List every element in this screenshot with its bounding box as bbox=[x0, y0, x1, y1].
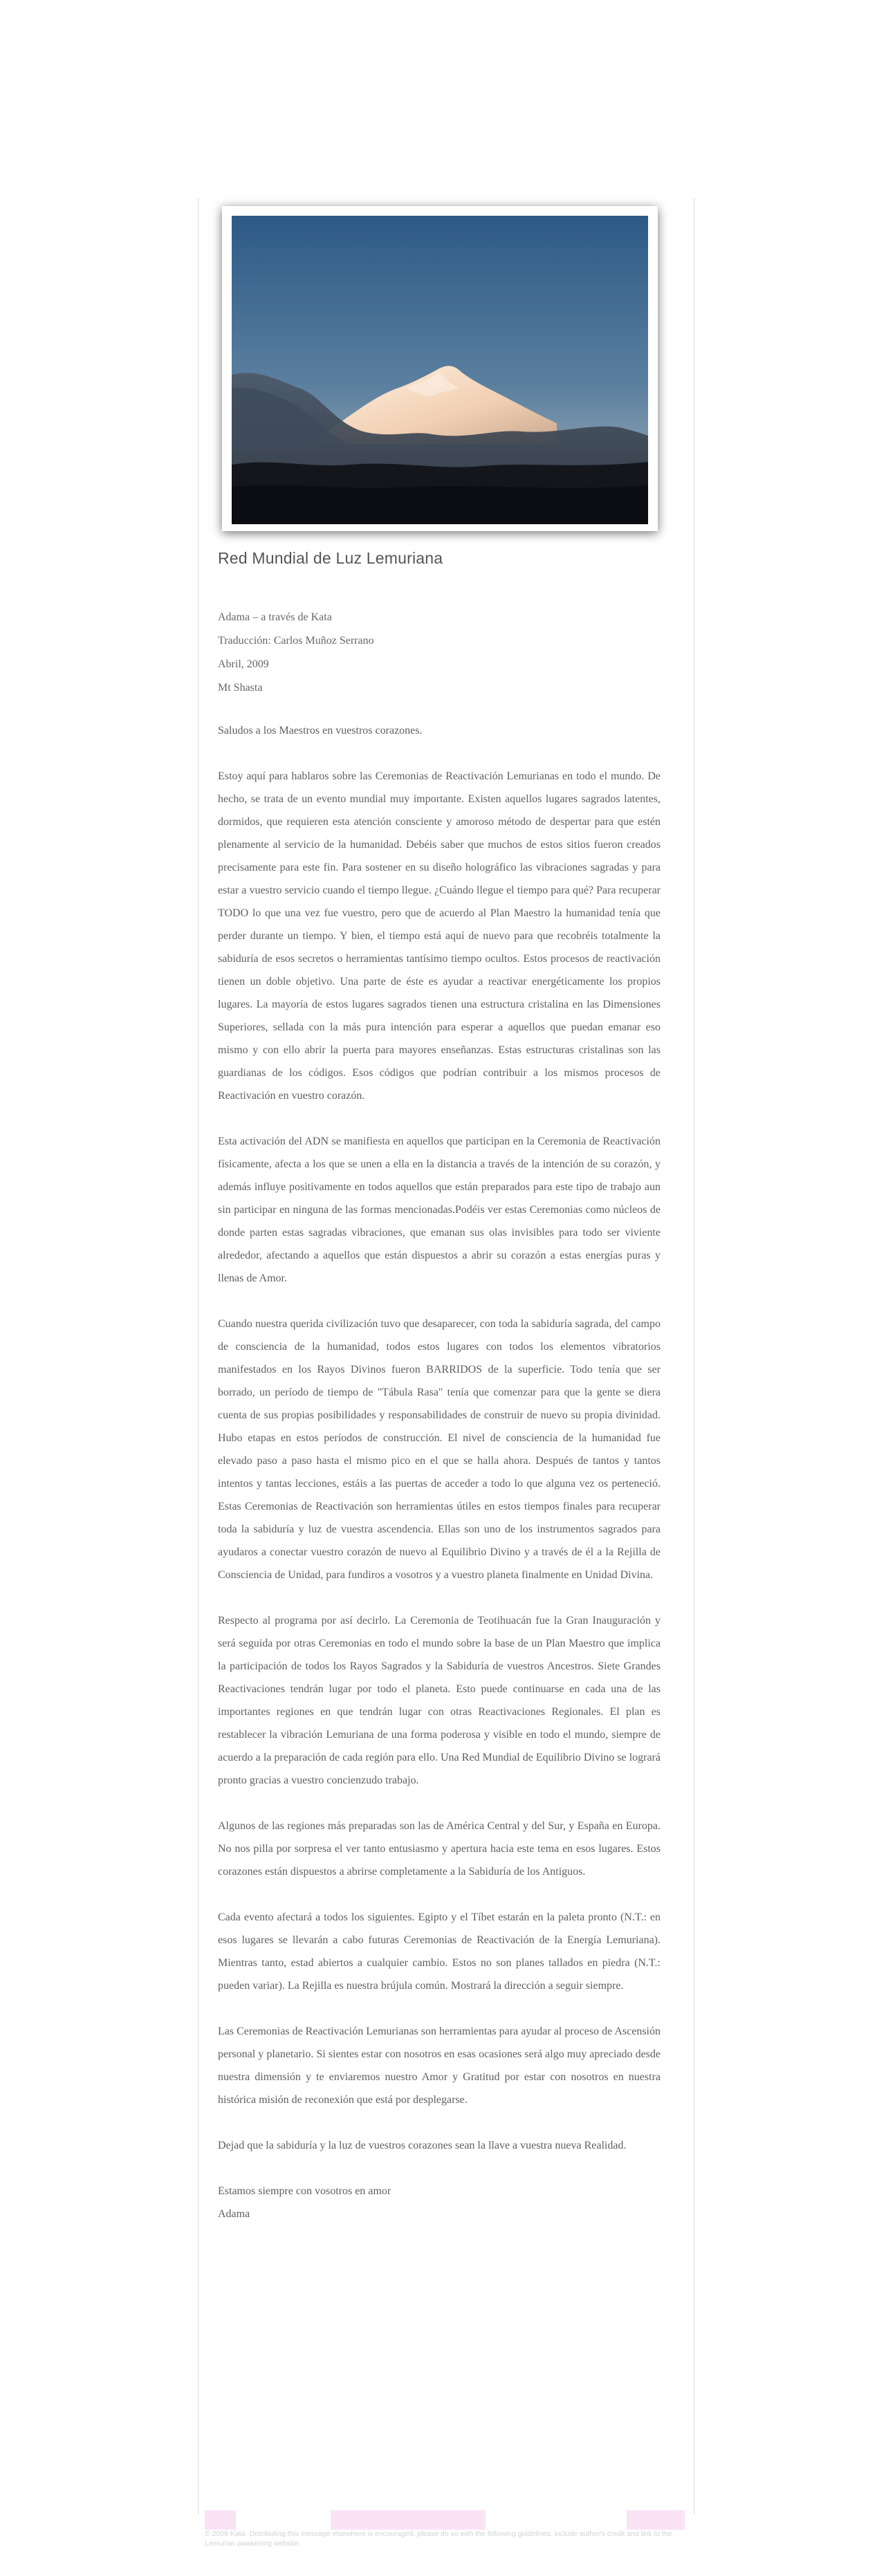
paragraph-wisdom: Dejad que la sabiduría y la luz de vuestros corazones sean la llave a vuestra nueva Realidad. bbox=[218, 2140, 627, 2151]
mountain-photo-frame bbox=[222, 206, 658, 531]
closing-signature: Adama bbox=[218, 2208, 250, 2220]
meta-date: Abril, 2009 bbox=[218, 658, 269, 670]
footer-block bbox=[627, 2510, 685, 2530]
meta-author: Adama – a través de Kata bbox=[218, 611, 332, 623]
paragraph-regions: Algunos de las regiones más preparadas son las de América Central y del Sur, y España en Europa. No nos pilla por sorpresa el ver tanto entusiasmo y apertura hacia este tema en esos lugares. Estos corazones están dispuestos a abrirse completamente a la Sabiduría de los Antiguos. bbox=[218, 1820, 661, 1878]
paragraph-civilization: Cuando nuestra querida civilización tuvo que desaparecer, con toda la sabiduría sagrada, del campo de consciencia de la humanidad, todos estos lugares con todos los elementos vibratorios manifestados en los Rayos Divinos fueron BARRIDOS de la superficie. Todo tenía que ser borrado, un período de tiempo de "Tábula Rasa" tenía que comenzar para que la gente se diera cuenta de sus propias posibilidades y responsabilidades de construir de nuevo su propia divinidad. Hubo etapas en estos períodos de construcción. El nivel de consciencia de la humanidad fue elevado paso a paso hasta el mismo pico en el que se halla ahora. Después de tantos y tantos intentos y tantas lecciones, estáis a las puertas de acceder a todo lo que alguna vez os perteneció. Estas Ceremonias de Reactivación son herramientas útiles en estos tiempos finales para recuperar toda la sabiduría y luz de vuestra ascendencia. Ellas son uno de los instrumentos sagrados para ayudaros a conectar vuestro corazón de nuevo al Equilibrio Divino y a través de él a la Rejilla de Consciencia de Unidad, para fundiros a vosotros y a vuestro planeta finalmente en Unidad Divina. bbox=[218, 1318, 661, 1581]
article-content bbox=[218, 549, 661, 2225]
meta-translator: Traducción: Carlos Muñoz Serrano bbox=[218, 635, 374, 647]
paragraph-dna-activation: Esta activación del ADN se manifiesta en aquellos que participan en la Ceremonia de Reactivación físicamente, afecta a los que se unen a ella en la distancia a través de la intención de su corazón, y además influye positivamente en todos aquellos que están preparados para este tipo de trabajo aun sin participar en ninguna de las formas mencionadas.Podéis ver estas Ceremonias como núcleos de donde parten estas sagradas vibraciones, que emanan sus olas invisibles para todo ser viviente alrededor, afectando a aquellos que están dispuestos a abrir su corazón a estas energías puras y llenas de Amor. bbox=[218, 1136, 661, 1284]
article-title: Red Mundial de Luz Lemuriana bbox=[218, 549, 443, 567]
paragraph-ceremonies: Estoy aquí para hablaros sobre las Ceremonias de Reactivación Lemurianas en todo el mundo. De hecho, se trata de un evento mundial muy importante. Existen aquellos lugares sagrados latentes, dormidos, que requieren esta atención consciente y amoroso método de despertar para que estén plenamente al servicio de la humanidad. Debéis saber que muchos de estos sitios fueron creados precisamente para este fin. Para sostener en su diseño holográfico las vibraciones sagradas y para estar a vuestro servicio cuando el tiempo llegue. ¿Cuándo llegue el tiempo para qué? Para recuperar TODO lo que una vez fue vuestro, pero que de acuerdo al Plan Maestro la humanidad tenía que perder durante un tiempo. Y bien, el tiempo está aquí de nuevo para que recobréis totalmente la sabiduría de esos secretos o herramientas tantísimo tiempo ocultos. Estos procesos de reactivación tienen un doble objetivo. Una parte de éste es ayudar a reactivar energéticamente los propios lugares. La mayoría de estos lugares sagrados tienen una estructura cristalina en las Dimensiones Superiores, sellada con la más pura intención para esperar a aquellos que puedan emanar eso mismo y con ello abrir la puerta para mayores enseñanzas. Estas estructuras cristalinas son las guardianas de los códigos. Esos códigos que podrían contribuir a los mismos procesos de Reactivación en vuestro corazón. bbox=[218, 770, 661, 1102]
article-column bbox=[198, 198, 694, 2514]
closing-line: Estamos siempre con vosotros en amor bbox=[218, 2185, 391, 2197]
footer-note: © 2009 Kata. Distributing this message elsewhere is encouraged, please do so with the following guidelines: include author's credit and link to the Lemurian awakening website. bbox=[205, 2530, 672, 2548]
paragraph-events: Cada evento afectará a todos los siguientes. Egipto y el Tíbet estarán en la paleta pronto (N.T.: en esos lugares se llevarán a cabo futuras Ceremonias de Reactivación de la Energía Lemuriana). Mientras tanto, estad abiertos a cualquier cambio. Estos no son planes tallados en piedra (N.T.: pueden variar). La Rejilla es nuestra brújula común. Mostrará la dirección a seguir siempre. bbox=[218, 1911, 661, 1992]
footer-bar bbox=[205, 2510, 685, 2530]
article-meta bbox=[218, 606, 661, 700]
mountain-photo bbox=[232, 216, 648, 524]
footer-block bbox=[331, 2510, 486, 2530]
paragraph-greeting: Saludos a los Maestros en vuestros corazones. bbox=[218, 725, 423, 736]
paragraph-program: Respecto al programa por así decirlo. La Ceremonia de Teotihuacán fue la Gran Inauguración y será seguida por otras Ceremonias en todo el mundo sobre la base de un Plan Maestro que implica la participación de todos los Rayos Sagrados y la Sabiduría de vuestros Ancestros. Siete Grandes Reactivaciones tendrán lugar por todo el planeta. Esto puede continuarse en cada una de las importantes regiones en que tendrán lugar con otras Reactivaciones Regionales. El plan es restablecer la vibración Lemuriana de una forma poderosa y visible en todo el mundo, siempre de acuerdo a la preparación de cada región para ello. Una Red Mundial de Equilibrio Divino se logrará pronto gracias a vuestro concienzudo trabajo. bbox=[218, 1615, 661, 1786]
paragraph-ascension: Las Ceremonias de Reactivación Lemurianas son herramientas para ayudar al proceso de Ascensión personal y planetario. Si sientes estar con nosotros en esas ocasiones será algo muy apreciado desde nuestra dimensión y te enviaremos nuestro Amor y Gratitud por estar con nosotros en nuestra histórica misión de reconexión que está por desplegarse. bbox=[218, 2026, 661, 2106]
footer-block bbox=[205, 2510, 236, 2530]
meta-location: Mt Shasta bbox=[218, 682, 263, 694]
